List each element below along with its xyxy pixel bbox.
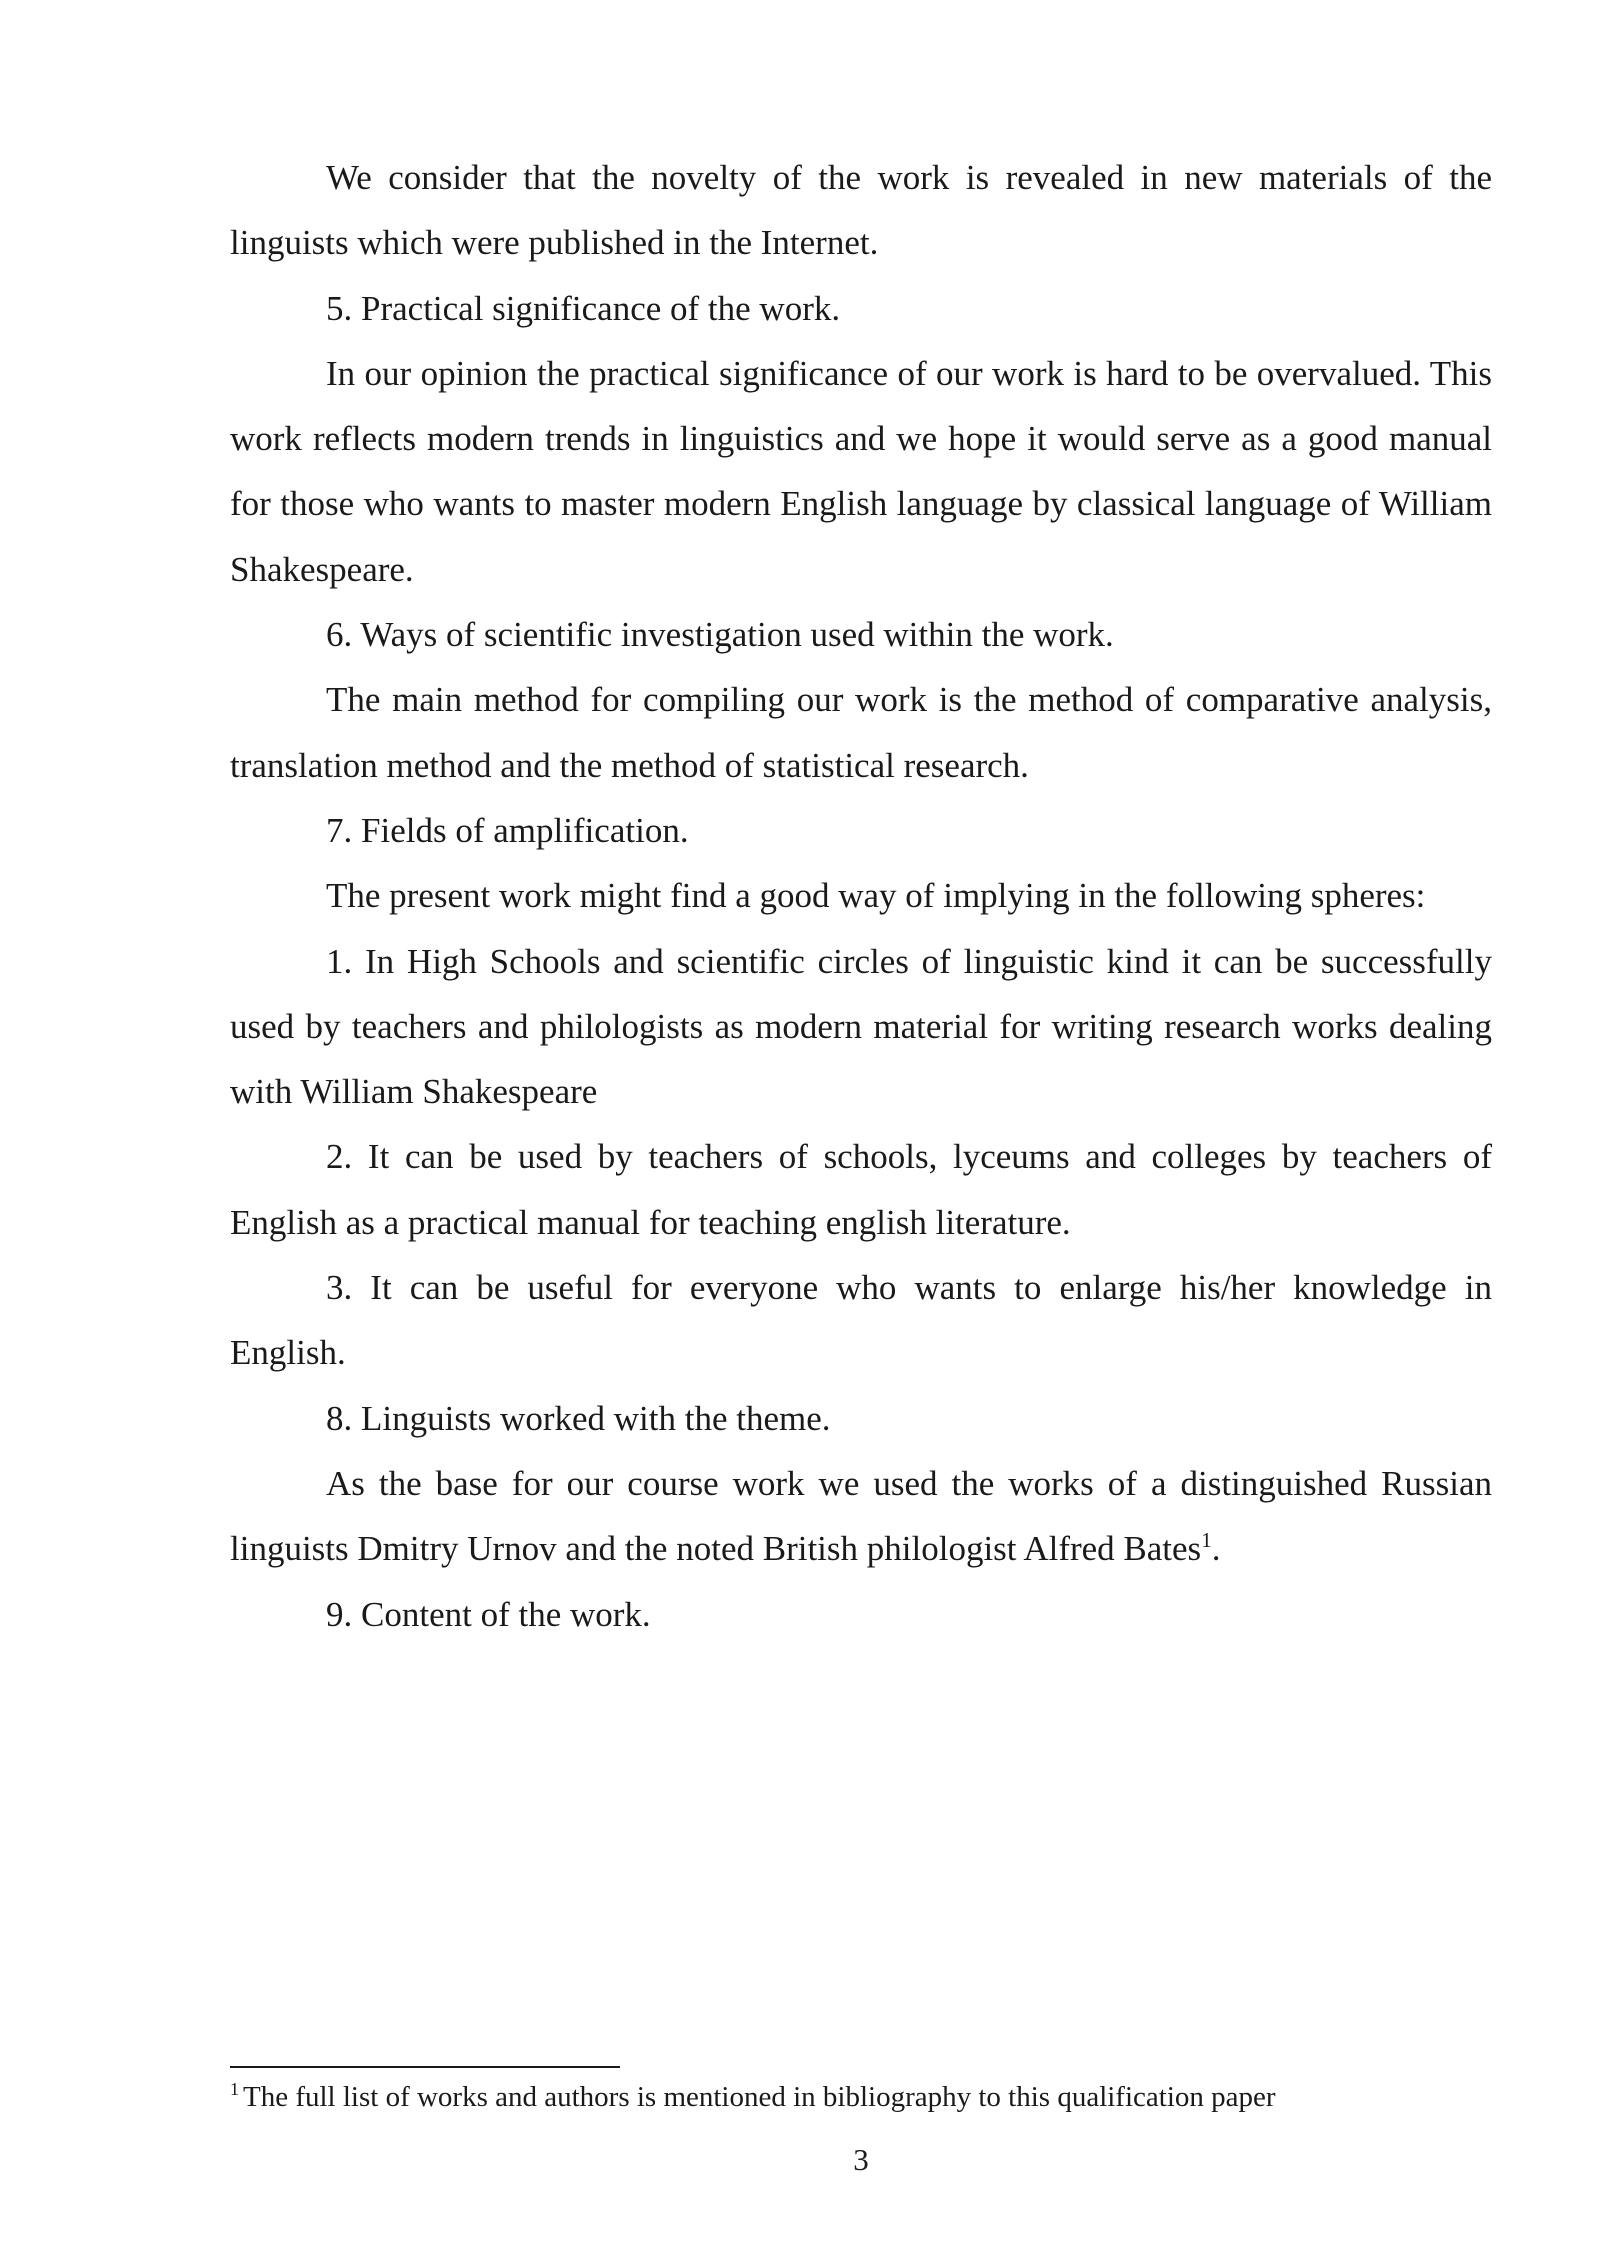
footnote: [230, 2078, 1492, 2116]
section-heading-7: 7. Fields of amplification.: [326, 810, 689, 850]
linguists-text: As the base for our course work we used the works of a distinguished Russian linguists Dmitry Urnov and the noted British philologist Alfred Bates: [230, 1463, 1492, 1569]
section-heading-6: 6. Ways of scientific investigation used within the work.: [326, 615, 1114, 655]
methods-paragraph: The main method for compiling our work is the method of comparative analysis, translation method and the method of statistical research.: [230, 680, 1492, 785]
footnote-text: The full list of works and authors is mentioned in bibliography to this qualification paper: [243, 2081, 1276, 2113]
linguists-period: .: [1211, 1529, 1221, 1569]
section-heading-5: 5. Practical significance of the work.: [326, 288, 841, 328]
footnote-number: 1: [230, 2079, 239, 2099]
field-item-1: 1. In High Schools and scientific circles of linguistic kind it can be successfully used by teachers and philologists as modern material for writing research works dealing with William Shakespeare: [230, 941, 1492, 1112]
section-heading-9: 9. Content of the work.: [326, 1594, 651, 1634]
practical-significance-paragraph: In our opinion the practical significance of our work is hard to be overvalued. This work reflects modern trends in linguistics and we hope it would serve as a good manual for those who wants to master modern English language by classical language of William Shakespeare.: [230, 353, 1492, 589]
novelty-paragraph: We consider that the novelty of the work is revealed in new materials of the linguists which were published in the Internet.: [230, 158, 1492, 263]
page-number: 3: [853, 2142, 869, 2177]
fields-intro-paragraph: The present work might find a good way of implying in the following spheres:: [326, 876, 1426, 916]
body-text: [230, 145, 1492, 1647]
footnote-separator: [230, 2066, 620, 2068]
field-item-2: 2. It can be used by teachers of schools, lyceums and colleges by teachers of English as a practical manual for teaching english literature.: [230, 1137, 1492, 1242]
field-item-3: 3. It can be useful for everyone who wants to enlarge his/her knowledge in English.: [230, 1268, 1492, 1373]
footnote-reference[interactable]: 1: [1201, 1528, 1212, 1553]
section-heading-8: 8. Linguists worked with the theme.: [326, 1398, 831, 1438]
linguists-paragraph: [230, 1451, 1492, 1582]
